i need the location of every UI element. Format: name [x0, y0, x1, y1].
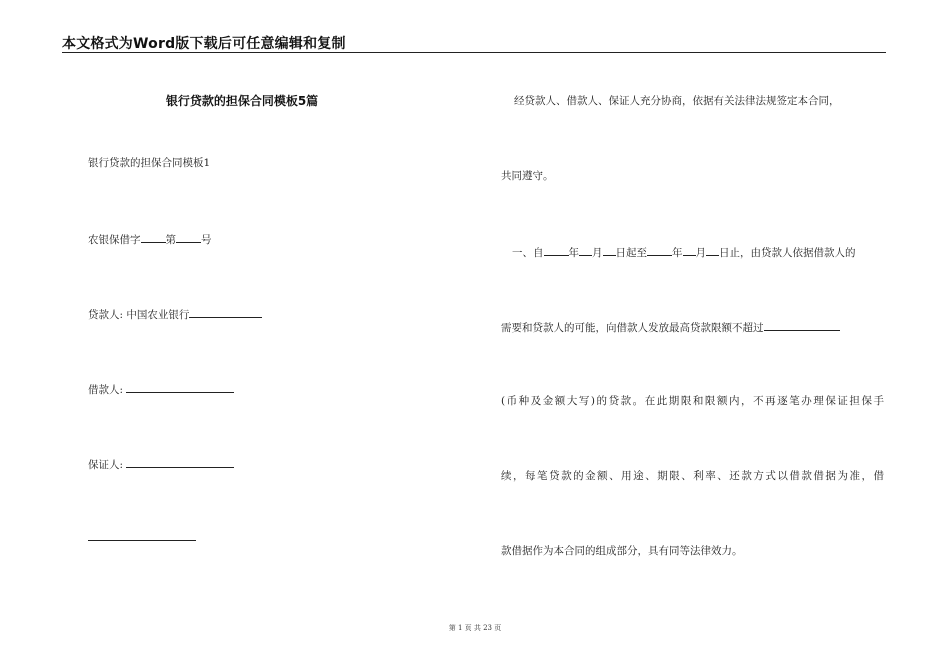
- paragraph-line-2: 共同遵守。: [501, 170, 554, 182]
- lender-value: 中国农业银行: [126, 309, 190, 321]
- end-year-blank: [647, 244, 672, 256]
- contract-subtitle: 银行贷款的担保合同模板1: [88, 157, 211, 169]
- start-year-label: 年: [568, 247, 579, 259]
- document-title: 银行贷款的担保合同模板5篇: [165, 94, 319, 108]
- end-month-blank: [683, 244, 696, 256]
- contract-number-prefix: 农银保借字: [88, 234, 141, 246]
- borrower-label: 借款人:: [88, 384, 124, 396]
- lender-blank: [189, 306, 262, 318]
- paragraph-line-5: (币种及金额大写)的贷款。在此期限和限额内，不再逐笔办理保证担保手: [501, 395, 884, 407]
- start-day-blank: [603, 244, 616, 256]
- end-month-label: 月: [695, 247, 706, 259]
- guarantor-label: 保证人:: [88, 459, 124, 471]
- paragraph-line-6: 续，每笔贷款的金额、用途、期限、利率、还款方式以借款借据为准，借: [501, 470, 884, 482]
- end-day-blank: [706, 244, 719, 256]
- end-year-label: 年: [672, 247, 683, 259]
- paragraph-line-1: 经贷款人、借款人、保证人充分协商，依据有关法律法规签定本合同，: [514, 95, 840, 107]
- guarantor-line: [88, 456, 234, 472]
- guarantor-blank: [126, 456, 234, 468]
- start-month-label: 月: [592, 247, 603, 259]
- date-clause-line: [512, 244, 884, 260]
- signature-blank-line: [88, 540, 196, 541]
- contract-number-suffix: 号: [201, 234, 212, 246]
- start-day-label: 日起至: [615, 247, 647, 259]
- contract-number-blank-1: [141, 231, 166, 243]
- start-month-blank: [579, 244, 592, 256]
- document-header: 本文格式为Word版下载后可任意编辑和复制: [62, 36, 346, 52]
- start-year-blank: [544, 244, 569, 256]
- loan-limit-text: 需要和贷款人的可能，向借款人发放最高贷款限额不超过: [501, 322, 764, 334]
- header-divider: [62, 52, 886, 53]
- contract-number-line: [88, 231, 212, 247]
- borrower-blank: [126, 381, 234, 393]
- contract-number-middle: 第: [165, 234, 176, 246]
- contract-number-blank-2: [176, 231, 201, 243]
- paragraph-line-7: 款借据作为本合同的组成部分，具有同等法律效力。: [501, 545, 743, 557]
- lender-line: [88, 306, 262, 322]
- borrower-line: [88, 381, 234, 397]
- end-day-label: 日止，由贷款人依据借款人的: [719, 247, 856, 259]
- loan-limit-blank: [764, 319, 840, 331]
- date-prefix: 一、自: [512, 247, 544, 259]
- page-footer: 第 1 页 共 23 页: [448, 624, 502, 632]
- paragraph-line-4: [501, 319, 884, 335]
- lender-label: 贷款人:: [88, 309, 124, 321]
